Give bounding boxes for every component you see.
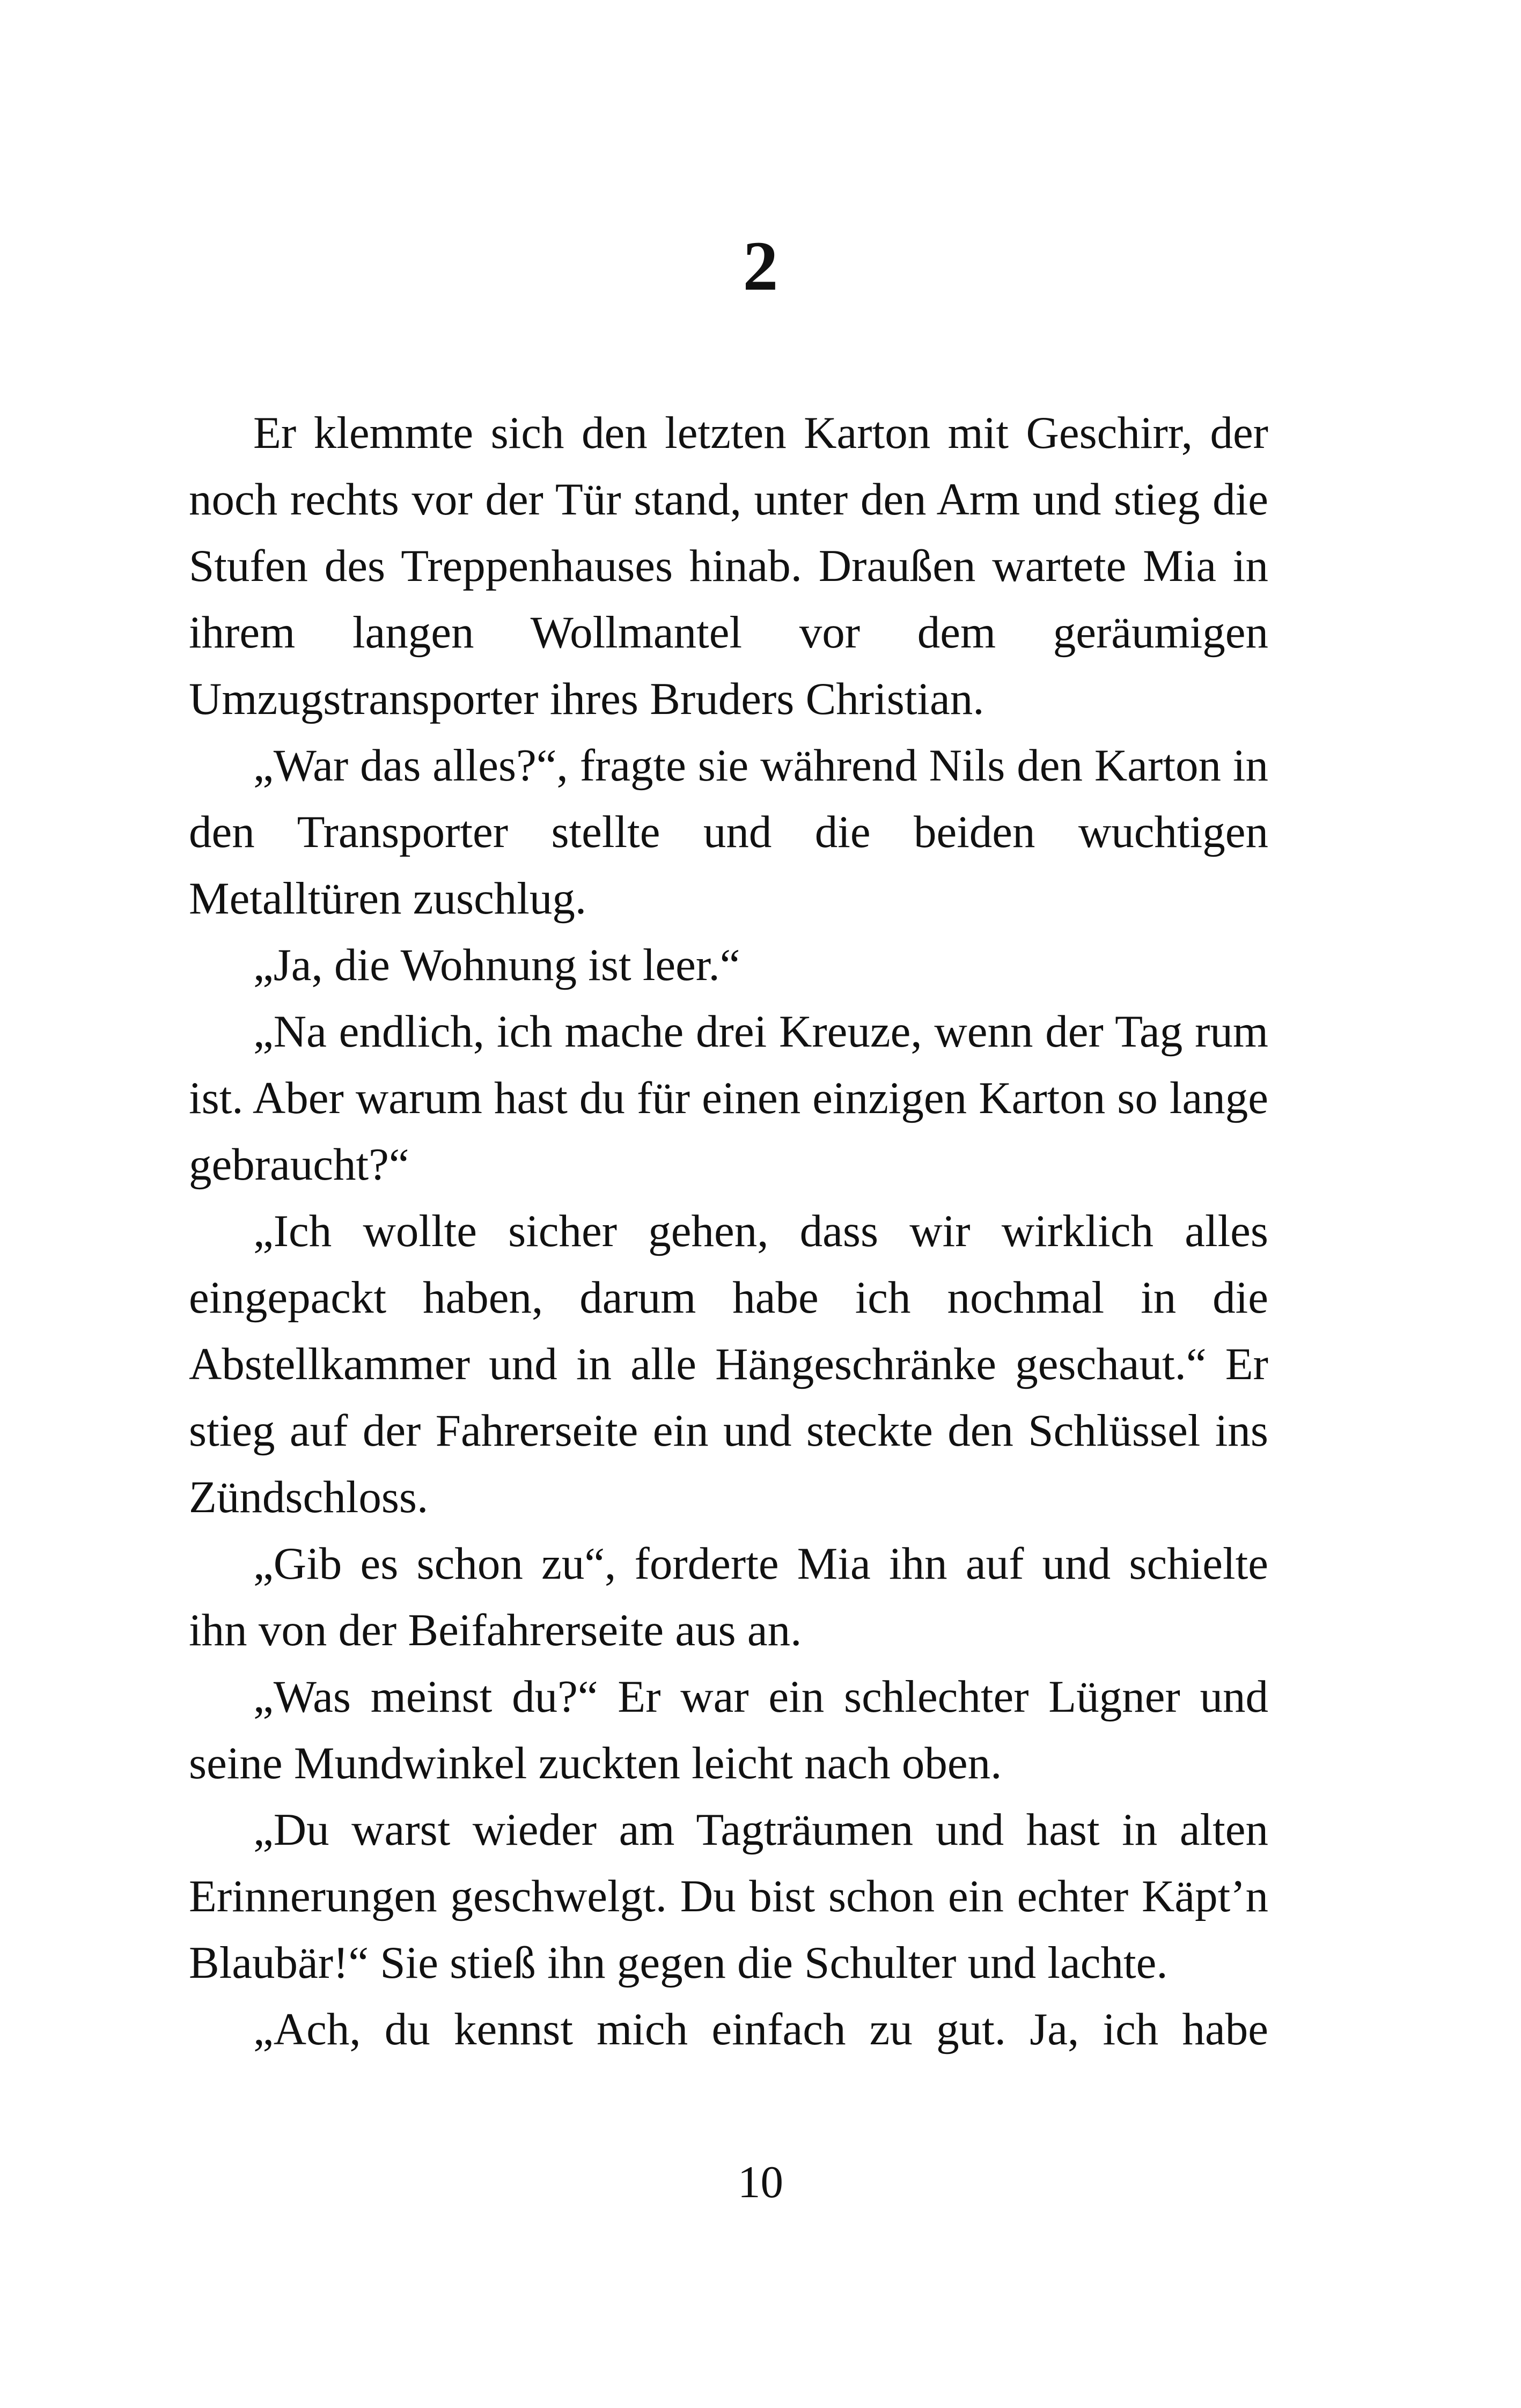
paragraph: „Ich wollte sicher gehen, dass wir wirklich alles eingepackt haben, darum habe ich nochmal in die Abstellkammer und in alle Hängeschränke geschaut.“ Er stieg auf der Fahrerseite ein und steckte den Schlüssel ins Zündschloss. (189, 1206, 1268, 1522)
chapter-number: 2 (743, 226, 778, 305)
body-text (189, 400, 1268, 2063)
paragraph: Er klemmte sich den letzten Karton mit Geschirr, der noch rechts vor der Tür stand, unter den Arm und stieg die Stufen des Treppenhauses hinab. Draußen wartete Mia in ihrem langen Wollmantel vor dem geräumigen Umzugstransporter ihres Bruders Christian. (189, 408, 1268, 724)
page-number: 10 (738, 2157, 783, 2207)
paragraph: „Ach, du kennst mich einfach zu gut. Ja, ich habe (253, 2004, 1268, 2054)
paragraph: „Na endlich, ich mache drei Kreuze, wenn der Tag rum ist. Aber warum hast du für einen einzigen Karton so lange gebraucht?“ (189, 1006, 1268, 1190)
paragraph: „Was meinst du?“ Er war ein schlechter Lügner und seine Mundwinkel zuckten leicht nach oben. (189, 1671, 1268, 1788)
paragraph: „War das alles?“, fragte sie während Nils den Karton in den Transporter stellte und die beiden wuchtigen Metalltüren zuschlug. (189, 740, 1268, 924)
paragraph: „Ja, die Wohnung ist leer.“ (253, 940, 740, 990)
paragraph: „Gib es schon zu“, forderte Mia ihn auf und schielte ihn von der Beifahrerseite aus an. (189, 1538, 1268, 1655)
paragraph: „Du warst wieder am Tagträumen und hast in alten Erinnerungen geschwelgt. Du bist schon ein echter Käpt’n Blaubär!“ Sie stieß ihn gegen die Schulter und lachte. (189, 1805, 1268, 1988)
